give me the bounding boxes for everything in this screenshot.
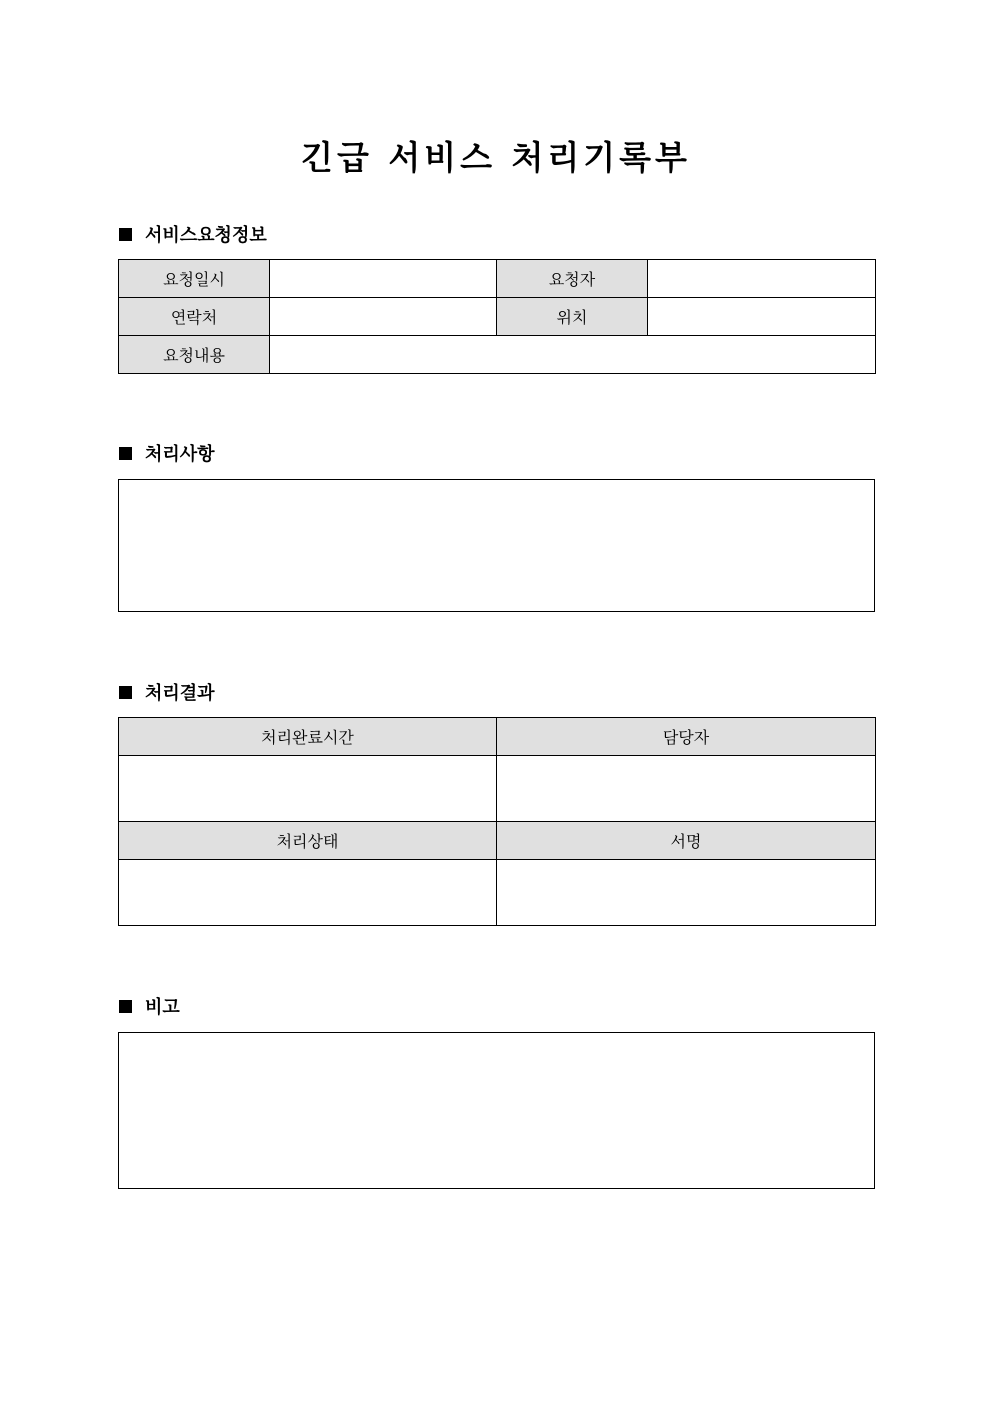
table-row (119, 718, 876, 756)
section-heading-remarks (119, 994, 180, 1018)
manager-label: 담당자 (497, 718, 876, 756)
section-heading-label: 비고 (145, 997, 180, 1018)
requester-field[interactable] (648, 260, 876, 298)
section-heading-label: 처리결과 (145, 683, 215, 704)
signature-field[interactable] (497, 860, 876, 926)
request-content-field[interactable] (270, 336, 876, 374)
manager-field[interactable] (497, 756, 876, 822)
completion-time-field[interactable] (119, 756, 497, 822)
table-row (119, 336, 876, 374)
requester-label: 요청자 (497, 260, 648, 298)
section-heading-processing (119, 441, 215, 465)
result-table (118, 717, 876, 926)
request-datetime-field[interactable] (270, 260, 497, 298)
table-row (119, 756, 876, 822)
completion-time-label: 처리완료시간 (119, 718, 497, 756)
section-heading-label: 처리사항 (145, 444, 215, 465)
table-row (119, 822, 876, 860)
request-info-table (118, 259, 876, 374)
square-bullet-icon (119, 228, 132, 241)
square-bullet-icon (119, 686, 132, 699)
processing-details-box[interactable] (118, 479, 875, 612)
document-title: 긴급 서비스 처리기록부 (301, 138, 691, 177)
section-heading-result (119, 680, 215, 704)
signature-label: 서명 (497, 822, 876, 860)
section-heading-request-info (119, 222, 267, 246)
remarks-box[interactable] (118, 1032, 875, 1189)
square-bullet-icon (119, 1000, 132, 1013)
section-heading-label: 서비스요청정보 (145, 225, 267, 246)
status-field[interactable] (119, 860, 497, 926)
request-content-label: 요청내용 (119, 336, 270, 374)
table-row (119, 860, 876, 926)
location-label: 위치 (497, 298, 648, 336)
contact-field[interactable] (270, 298, 497, 336)
request-datetime-label: 요청일시 (119, 260, 270, 298)
status-label: 처리상태 (119, 822, 497, 860)
contact-label: 연락처 (119, 298, 270, 336)
location-field[interactable] (648, 298, 876, 336)
table-row (119, 298, 876, 336)
table-row (119, 260, 876, 298)
square-bullet-icon (119, 447, 132, 460)
